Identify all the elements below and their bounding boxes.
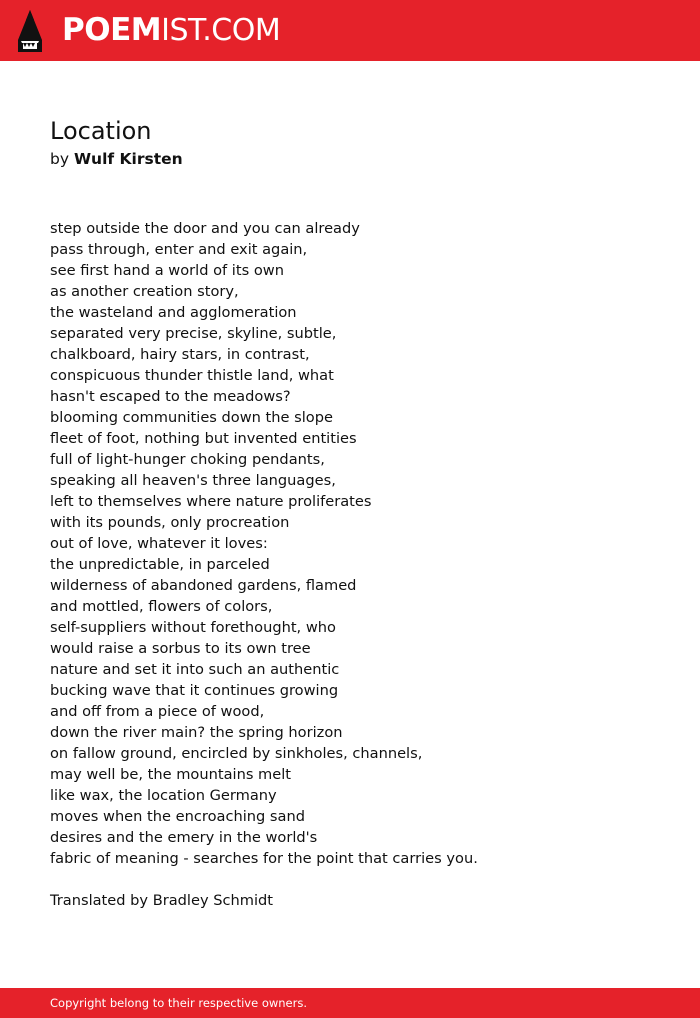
poem-title: Location bbox=[50, 117, 152, 145]
poem-line: the unpredictable, in parceled bbox=[50, 556, 270, 573]
poem-line: step outside the door and you can already bbox=[50, 220, 360, 237]
poem-line: pass through, enter and exit again, bbox=[50, 241, 308, 258]
site-footer bbox=[0, 988, 700, 1018]
by-prefix: by bbox=[50, 150, 70, 168]
poem-line: blooming communities down the slope bbox=[50, 409, 333, 426]
poem-line: conspicuous thunder thistle land, what bbox=[50, 367, 334, 384]
copyright-text: Copyright belong to their respective owners. bbox=[50, 996, 308, 1010]
poem-line: with its pounds, only procreation bbox=[50, 514, 290, 531]
poem-line: on fallow ground, encircled by sinkholes, channels, bbox=[50, 745, 423, 762]
poem-line: would raise a sorbus to its own tree bbox=[50, 640, 311, 657]
poem-line: and off from a piece of wood, bbox=[50, 703, 265, 720]
brand-light-text: IST.COM bbox=[161, 13, 281, 48]
poem-line: speaking all heaven's three languages, bbox=[50, 472, 336, 489]
author-link[interactable]: Wulf Kirsten bbox=[73, 150, 183, 168]
poem-line: may well be, the mountains melt bbox=[50, 766, 292, 783]
poem-line: see first hand a world of its own bbox=[50, 262, 284, 279]
poem-line: wilderness of abandoned gardens, flamed bbox=[50, 577, 357, 594]
poem-line: as another creation story, bbox=[50, 283, 239, 300]
poem-line: left to themselves where nature proliferates bbox=[50, 493, 372, 510]
poem-body bbox=[50, 218, 478, 869]
poem-line: fabric of meaning - searches for the point that carries you. bbox=[50, 850, 478, 867]
poem-line: self-suppliers without forethought, who bbox=[50, 619, 336, 636]
poem-line: moves when the encroaching sand bbox=[50, 808, 305, 825]
poem-line: bucking wave that it continues growing bbox=[50, 682, 339, 699]
brand-bold-text: POEM bbox=[62, 12, 162, 48]
site-logo-text[interactable] bbox=[62, 12, 280, 48]
poem-line: full of light-hunger choking pendants, bbox=[50, 451, 325, 468]
poem-line: separated very precise, skyline, subtle, bbox=[50, 325, 337, 342]
byline bbox=[50, 148, 183, 170]
poem-line: and mottled, flowers of colors, bbox=[50, 598, 273, 615]
poem-line: down the river main? the spring horizon bbox=[50, 724, 343, 741]
poem-line: fleet of foot, nothing but invented entities bbox=[50, 430, 357, 447]
poem-line: desires and the emery in the world's bbox=[50, 829, 318, 846]
poem-line: the wasteland and agglomeration bbox=[50, 304, 297, 321]
poem-line: chalkboard, hairy stars, in contrast, bbox=[50, 346, 310, 363]
translator-credit: Translated by Bradley Schmidt bbox=[50, 892, 274, 909]
poem-line: nature and set it into such an authentic bbox=[50, 661, 340, 678]
poem-line: out of love, whatever it loves: bbox=[50, 535, 268, 552]
poem-line: like wax, the location Germany bbox=[50, 787, 277, 804]
site-header bbox=[0, 0, 700, 61]
poem-line: hasn't escaped to the meadows? bbox=[50, 388, 291, 405]
pencil-icon[interactable] bbox=[18, 10, 42, 52]
